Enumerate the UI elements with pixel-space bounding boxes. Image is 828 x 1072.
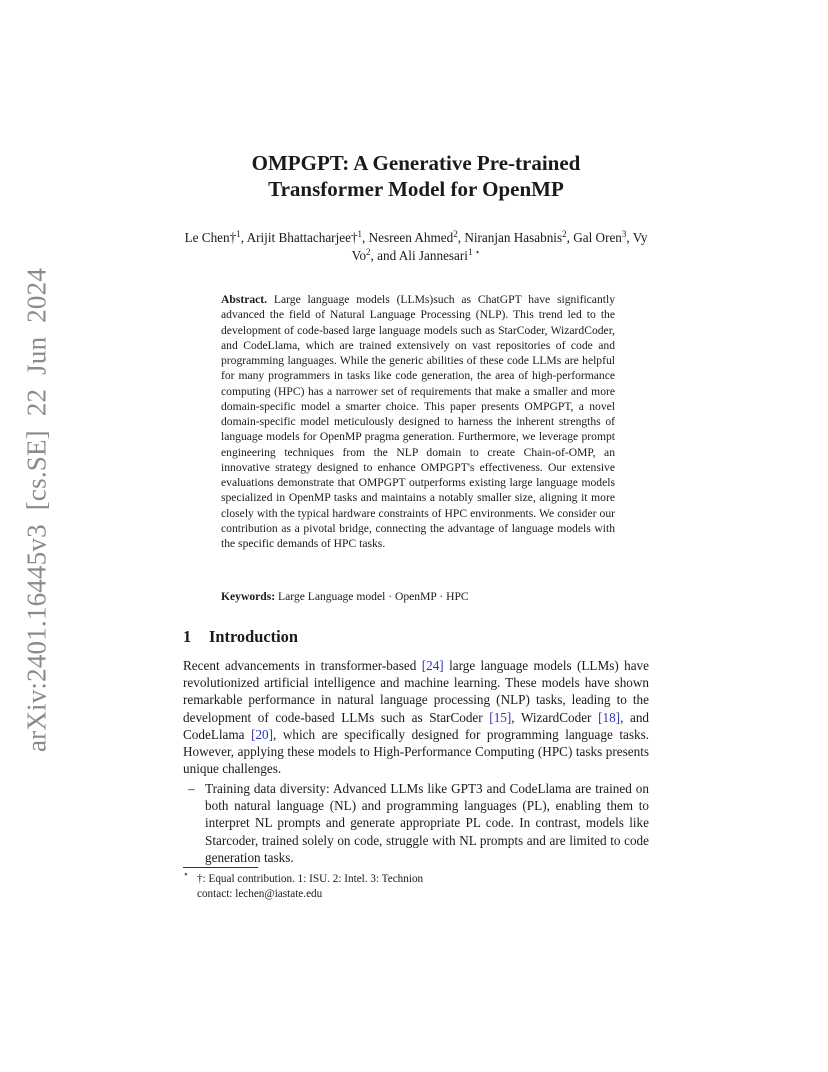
author-6: Vy Vo$^2$, and — [351, 230, 648, 263]
footnote-rule — [183, 867, 258, 868]
paper-title — [183, 150, 649, 202]
arxiv-stamp-text: arXiv:2401.16445v3 [cs.SE] 22 Jun 2024 — [21, 267, 52, 753]
author-1: Le Chen†$^1$, — [184, 229, 247, 245]
footnote: ⋆ †: Equal contribution. 1: ISU. 2: Intel. 3: Technion contact: lechen@iastate.edu — [183, 869, 424, 900]
citation-link[interactable]: [20] — [251, 726, 274, 742]
abstract-label: Abstract. — [221, 293, 268, 306]
keywords-label: Keywords: — [221, 590, 276, 603]
citation-link[interactable]: [18] — [598, 709, 621, 725]
citation-link[interactable]: [15] — [489, 709, 512, 725]
title-line-1: OMPGPT: A Generative Pre-trained — [251, 151, 581, 175]
section-number: 1 — [183, 627, 192, 646]
title-line-2: Transformer Model for OpenMP — [268, 177, 564, 201]
footnote-line-2: contact: lechen@iastate.edu — [197, 887, 323, 900]
arxiv-identifier-stamp — [0, 0, 80, 1072]
bullet-dash: – — [188, 781, 195, 796]
bullet-text: Training data diversity: Advanced LLMs like GPT3 and CodeLlama are trained on both natural language (NL) and programming languages (PL), enabling them to interpret NL prompts and generate appropriate PL code. In contrast, models like Starcoder, trained solely on code, struggle with NL prompts and are limited to code generation tasks. — [205, 781, 649, 865]
author-footnote-star: ⋆ — [474, 247, 481, 257]
keywords — [221, 589, 615, 604]
list-item — [188, 780, 649, 866]
author-2: Arijit Bhattacharjee†$^1$, — [246, 229, 369, 245]
section-title: Introduction — [209, 627, 298, 646]
keywords-text: Large Language model · OpenMP · HPC — [278, 590, 469, 603]
intro-paragraph: Recent advancements in transformer-based [24] large language models (LLMs) have revolutionized artificial intelligence and machine learning. These models have shown remarkable performance in natural language processing (NLP) tasks, leading to the development of code-based LLMs such as StarCoder [15], WizardCoder [18], and CodeLlama [20], which are specifically designed for programming language tasks. However, applying these models to High-Performance Computing (HPC) tasks presents unique challenges. — [183, 658, 650, 777]
author-4: Niranjan Hasabnis$^2$, — [464, 229, 574, 245]
author-list — [183, 229, 649, 265]
footnote-line-1: †: Equal contribution. 1: ISU. 2: Intel. 3: Technion — [197, 873, 424, 885]
citation-link[interactable]: [24] — [421, 658, 444, 673]
author-5: Gal Oren$^3$, — [573, 229, 633, 245]
author-7: Ali Jannesari$^1$ — [398, 247, 473, 263]
section-heading — [183, 627, 298, 647]
abstract-text: Large language models (LLMs)such as ChatGPT have significantly advanced the field of Natural Language Processing (NLP). This trend led to the development of code-based large language models such as StarCoder, WizardCoder, and CodeLlama, which are trained extensively on vast repositories of code and programming languages. While the generic abilities of these code LLMs are helpful for many programmers in tasks like code generation, the area of high-performance computing (HPC) has a narrower set of requirements that make a smaller and more domain-specific model a smarter choice. This paper presents OMPGPT, a novel domain-specific model meticulously designed to harness the inherent strengths of language models for OpenMP pragma generation. Furthermore, we leverage prompt engineering techniques from the NLP domain to create Chain-of-OMP, an innovative strategy designed to enhance OMPGPT's effectiveness. Our extensive evaluations demonstrate that OMPGPT outperforms existing large language models specialized in OpenMP tasks and maintains a notably smaller size, aligning it more closely with the typical hardware constraints of HPC environments. We consider our contribution as a pivotal bridge, connecting the advantage of language models with the specific demands of HPC tasks. — [221, 293, 615, 550]
abstract — [221, 292, 615, 551]
author-3: Nesreen Ahmed$^2$, — [368, 229, 465, 245]
